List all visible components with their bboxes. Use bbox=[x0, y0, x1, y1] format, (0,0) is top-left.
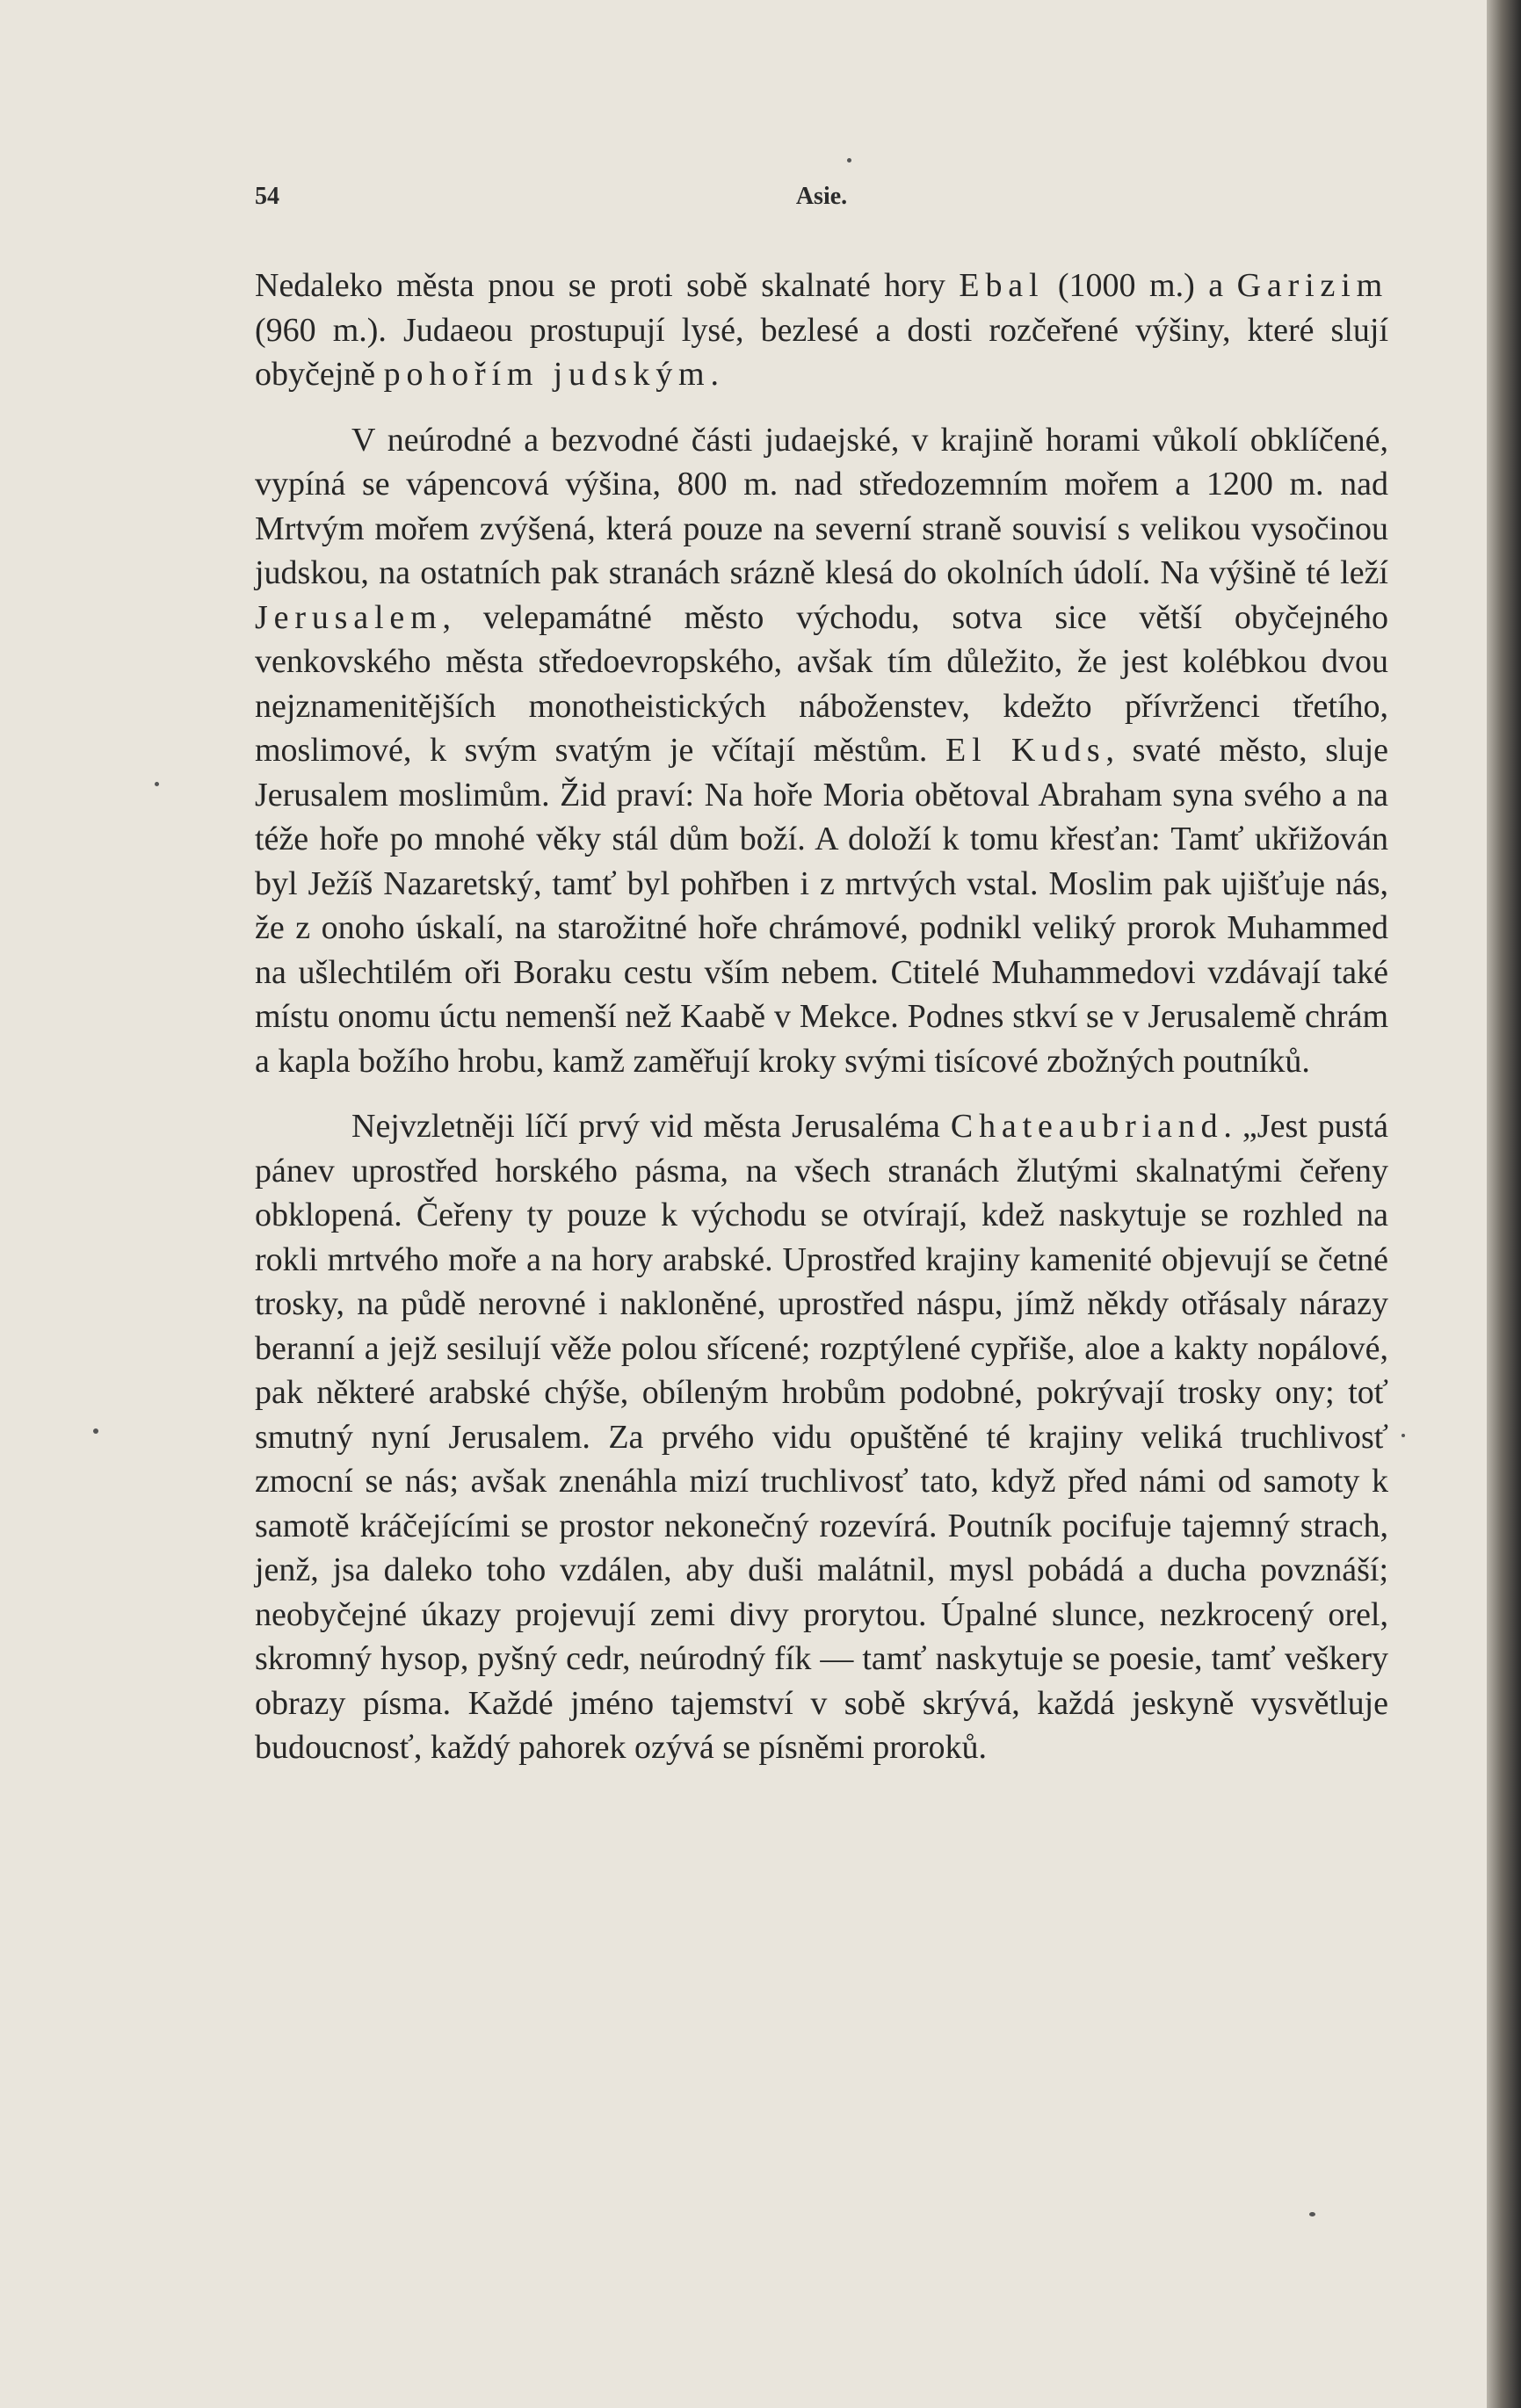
text-run: Nedaleko města pnou se proti sobě skalnaté hory bbox=[255, 267, 960, 304]
page-number: 54 bbox=[255, 183, 279, 210]
text-run: V neúrodné a bezvodné části judaejské, v krajině horami vůkolí obklíčené, vypíná se vápencová výšina, 800 m. nad středozemním mořem a 1200 m. nad Mrtvým mořem zvýšená, která pouze na severní straně souvisí s velikou vysočinou judskou, na ostatních pak stranách srázně klesá do okolních údolí. Na výšině té leží bbox=[255, 421, 1388, 591]
text-run: , svaté město, sluje Jerusalem moslimům. Žid praví: Na hoře Moria obětoval Abraham syna svého a na téže hoře po mnohé věky stál dům boží. A doloží k tomu křesťan: Tamť ukřižován byl Ježíš Nazaretský, tamť byl pohřben i z mrtvých vstal. Moslim pak ujišťuje nás, že z onoho úskalí, na starožitné hoře chrámové, podnikl veliký prorok Muhammed na ušlechtilém oři Boraku cestu vším nebem. Ctitelé Muhammedovi vzdávají také místu onomu úctu nemenší než Kaabě v Mekce. Podnes stkví se v Jerusalemě chrám a kapla božího hrobu, kamž zaměřují kroky svými tisícové zbožných poutníků. bbox=[255, 732, 1388, 1080]
page-speck bbox=[847, 158, 851, 163]
paragraph-3 bbox=[255, 1104, 1388, 1770]
spaced-emphasis: Garizim bbox=[1236, 267, 1388, 304]
page-speck bbox=[1401, 1434, 1405, 1437]
spaced-emphasis: Ebal bbox=[959, 267, 1045, 304]
page-header bbox=[255, 183, 1388, 218]
spaced-emphasis: El Kuds bbox=[945, 732, 1106, 769]
text-run: . bbox=[710, 356, 719, 393]
text-run: (960 m.). Judaeou prostupují lysé, bezlesé a dosti rozčeřené výšiny, které slují obyčejně bbox=[255, 311, 1388, 393]
page-speck bbox=[155, 782, 159, 786]
page-edge-shadow bbox=[1487, 0, 1521, 2408]
paragraph-2 bbox=[255, 418, 1388, 1084]
spaced-emphasis: pohořím judským bbox=[383, 356, 711, 393]
spaced-emphasis: Chateaubriand bbox=[950, 1108, 1224, 1145]
running-title: Asie. bbox=[795, 183, 848, 210]
text-run: (1000 m.) a bbox=[1044, 267, 1237, 304]
page-speck bbox=[93, 1428, 98, 1434]
body-text bbox=[255, 264, 1388, 1770]
text-run: Nejvzletněji líčí prvý vid města Jerusaléma bbox=[351, 1108, 951, 1145]
page-speck bbox=[1309, 2212, 1315, 2216]
text-run: , velepamátné město východu, sotva sice větší obyčejného venkovského města středoevropského, avšak tím důležito, že jest kolébkou dvou nejznamenitějších monotheistických náboženstev, kdežto přívrženci třetího, moslimové, k svým svatým je včítají městům. bbox=[255, 598, 1388, 769]
paragraph-1 bbox=[255, 264, 1388, 397]
spaced-emphasis: Jerusalem bbox=[255, 598, 443, 636]
text-run: . „Jest pustá pánev uprostřed horského pásma, na všech stranách žlutými skalnatými čeřeny obklopená. Čeřeny ty pouze k východu se otvírají, kdež naskytuje se rozhled na rokli mrtvého moře a na hory arabské. Uprostřed krajiny kamenité objevují se četné trosky, na půdě nerovné i nakloněné, uprostřed náspu, jímž někdy otřásaly nárazy beranní a jejž sesilují věže polou sřícené; rozptýlené cypřiše, aloe a kakty nopálové, pak některé arabské chýše, obíleným hrobům podobné, pokrývají trosky ony; toť smutný nyní Jerusalem. Za prvého vidu opuštěné té krajiny veliká truchlivosť zmocní se nás; avšak znenáhla mizí truchlivosť tato, když před námi od samoty k samotě kráčejícími se prostor nekonečný rozevírá. Poutník pocifuje tajemný strach, jenž, jsa daleko toho vzdálen, aby duši malátnil, mysl pobádá a ducha povznáší; neobyčejné úkazy projevují zemi divy prorytou. Úpalné slunce, nezkrocený orel, skromný hysop, pyšný cedr, neúrodný fík — tamť naskytuje se poesie, tamť veškery obrazy písma. Každé jméno tajemství v sobě skrývá, každá jeskyně vysvětluje budoucnosť, každý pahorek ozývá se písněmi proroků. bbox=[255, 1108, 1388, 1766]
